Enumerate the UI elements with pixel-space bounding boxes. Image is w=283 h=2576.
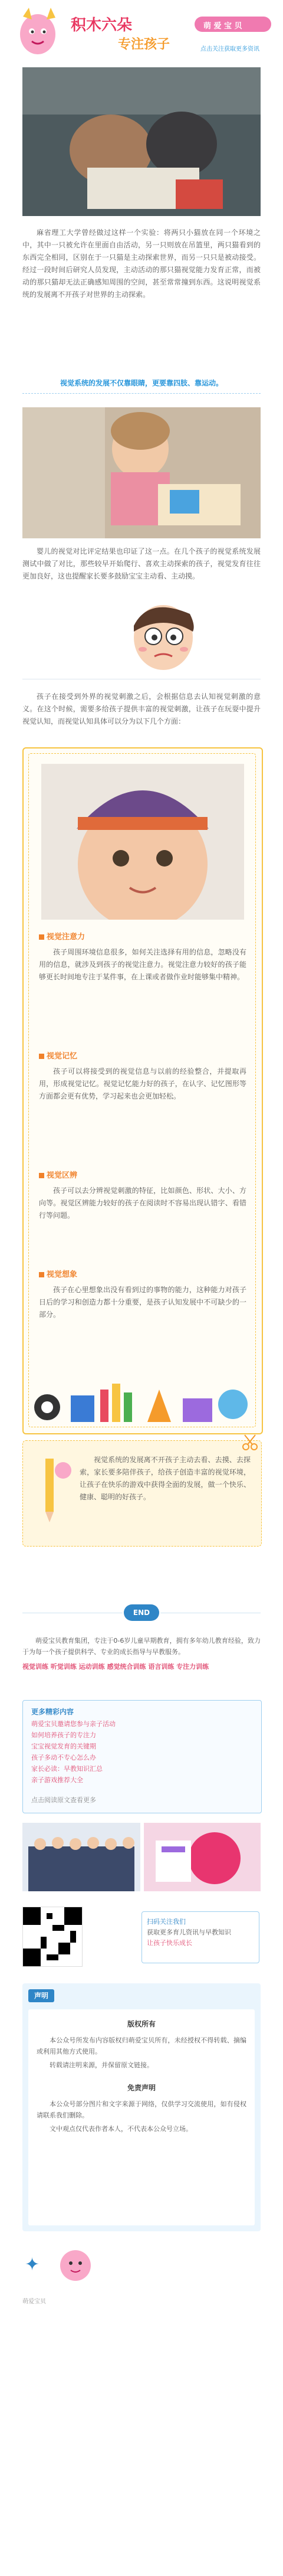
about-highlights: 视觉训练 听觉训练 运动训练 感觉统合训练 语言训练 专注力训练 bbox=[22, 1663, 209, 1671]
section-4-text: 孩子在心里想象出没有看到过的事物的能力，这种能力对孩子日后的学习和创造力都十分重要，是孩子认知发展中不可缺少的一部分。 bbox=[39, 1286, 246, 1319]
header-title-2: 专注孩子 bbox=[118, 37, 170, 52]
read-more-link[interactable]: 点击阅读原文查看更多 bbox=[31, 1796, 96, 1804]
hero-photo bbox=[22, 67, 261, 216]
section-2-title: 视觉记忆 bbox=[39, 1050, 246, 1061]
qr-text-box bbox=[142, 1911, 259, 1963]
about-text: 萌爱宝贝教育集团，专注于0-6岁儿童早期教育，拥有多年幼儿教育经验，致力于为每一个孩子提供科学、专业的成长指导与早教服务。 bbox=[22, 1637, 261, 1656]
center-photo bbox=[144, 1823, 261, 1891]
section-2-text: 孩子可以将接受到的视觉信息与以前的经验整合，并提取再用，形成视觉记忆。视觉记忆能力好的孩子，在认字、记忆图形等方面都会更有优势，学习起来也会更加轻松。 bbox=[39, 1067, 246, 1100]
square-bullet-icon bbox=[39, 1272, 44, 1277]
qr-code-icon bbox=[23, 1907, 82, 1966]
section-4 bbox=[39, 1268, 246, 1321]
baby-reading-photo bbox=[22, 407, 261, 538]
end-badge: END bbox=[124, 1604, 159, 1621]
highlight-line bbox=[22, 378, 261, 394]
article-link[interactable]: 亲子游戏推荐大全 bbox=[31, 1776, 83, 1784]
disclaimer-label: 声明 bbox=[28, 1989, 54, 2002]
section-3 bbox=[39, 1169, 246, 1222]
scissors-icon bbox=[241, 1434, 259, 1452]
square-bullet-icon bbox=[39, 934, 44, 940]
article-link[interactable]: 宝宝视觉发育的关键期 bbox=[31, 1743, 96, 1750]
paragraph-2-text: 婴儿的视觉对比评定结果也印证了这一点。在几个孩子的视觉系统发展测试中做了对比，那些较早开始爬行、喜欢主动探索的孩子，视觉发育往往更加良好，这也提醒家长要多鼓励宝宝主动看、主动摸。 bbox=[22, 547, 261, 580]
article-link[interactable]: 萌爱宝贝邀请您参与亲子活动 bbox=[31, 1720, 116, 1728]
square-bullet-icon bbox=[39, 1173, 44, 1178]
kids-pencil-icon bbox=[34, 1453, 75, 1524]
svg-text:✦: ✦ bbox=[25, 2254, 40, 2275]
qr-line-1: 扫码关注我们 bbox=[147, 1918, 186, 1926]
disclaimer-box bbox=[22, 1983, 261, 2231]
qr-line-3: 让孩子快乐成长 bbox=[147, 1939, 192, 1947]
section-1-text: 孩子周围环境信息很多，如何关注选择有用的信息，忽略没有用的信息，就涉及到孩子的视觉注意力。视觉注意力较好的孩子能够更长时间地专注于某件事，在上课或者做作业时能够集中精神。 bbox=[39, 948, 246, 981]
disclaimer-p1: 本公众号所发布内容版权归萌爱宝贝所有，未经授权不得转载、摘编或利用其他方式使用。 bbox=[37, 2036, 246, 2055]
footer-mascot-icon bbox=[22, 2243, 105, 2284]
paragraph-3-text: 孩子在接受到外界的视觉刺激之后，会根据信息去认知视觉刺激的意义。在这个时候，需要多给孩子提供丰富的视觉刺激，让孩子在玩耍中提升视觉认知，而视觉认知具体可以分为以下几个方面： bbox=[22, 692, 261, 725]
intro-paragraph bbox=[22, 227, 261, 301]
header-logo-text: 萌 爱 宝 贝 bbox=[203, 22, 242, 31]
article-link[interactable]: 孩子多动不专心怎么办 bbox=[31, 1754, 96, 1761]
paragraph-2 bbox=[22, 545, 261, 583]
article-list bbox=[23, 1718, 261, 1786]
disclaimer-p4: 文中观点仅代表作者本人，不代表本公众号立场。 bbox=[50, 2125, 192, 2133]
article-list-box bbox=[22, 1700, 262, 1813]
qr-code bbox=[22, 1907, 83, 1967]
disclaimer-p2: 转载请注明来源，并保留原文链接。 bbox=[50, 2061, 153, 2069]
about-section bbox=[22, 1635, 261, 1672]
disclaimer-inner bbox=[28, 2009, 255, 2225]
square-bullet-icon bbox=[39, 1054, 44, 1059]
baby-hat-photo bbox=[41, 764, 244, 920]
section-2 bbox=[39, 1050, 246, 1103]
qr-line-2: 获取更多育儿资讯与早教知识 bbox=[147, 1928, 231, 1936]
callout-box bbox=[22, 1440, 262, 1547]
article-list-title: 更多精彩内容 bbox=[31, 1708, 74, 1716]
intro-text: 麻省理工大学曾经做过这样一个实验：将两只小猫放在同一个环境之中，其中一只被允许在里面自由活动，另一只则放在吊篮里，两只猫看到的东西完全相同，区别在于一只猫是主动探索世界，而另一只只是被动接受。经过一段时间后研究人员发现，主动活动的那只猫视觉能力发育正常，而被动的那只猫却无法正确感知周围的空间，甚至常常撞到东西。这说明视觉系统的发展离不开孩子对世界的主动探索。 bbox=[22, 228, 261, 299]
article-link[interactable]: 如何培养孩子的专注力 bbox=[31, 1731, 96, 1739]
disclaimer-p3: 本公众号部分图片和文字来源于网络，仅供学习交流使用，如有侵权请联系我们删除。 bbox=[37, 2100, 246, 2119]
article-link[interactable]: 家长必读：早教知识汇总 bbox=[31, 1765, 103, 1773]
section-4-title: 视觉想象 bbox=[39, 1268, 246, 1279]
mascot-icon bbox=[14, 5, 67, 64]
disclaimer-sub-2: 免责声明 bbox=[127, 2084, 156, 2092]
cartoon-boy-icon bbox=[125, 590, 202, 673]
section-1 bbox=[39, 930, 246, 983]
disclaimer-sub-1: 版权所有 bbox=[127, 2020, 156, 2028]
footer-text: 萌爱宝贝 bbox=[22, 2299, 46, 2305]
team-photo bbox=[22, 1823, 140, 1891]
school-supplies-icon bbox=[29, 1372, 256, 1425]
header-banner bbox=[0, 0, 283, 65]
highlight-text: 视觉系统的发展不仅靠眼睛，更要靠四肢、靠运动。 bbox=[60, 379, 223, 387]
section-3-title: 视觉区辨 bbox=[39, 1169, 246, 1180]
section-3-text: 孩子可以去分辨视觉刺激的特征，比如颜色、形状、大小、方向等。视觉区辨能力较好的孩子在阅读时不容易出现认错字、看错行等问题。 bbox=[39, 1186, 246, 1220]
header-subtitle: 点击关注获取更多资讯 bbox=[200, 46, 259, 53]
section-1-title: 视觉注意力 bbox=[39, 930, 246, 942]
paragraph-3 bbox=[22, 691, 261, 728]
visual-cognition-frame bbox=[22, 747, 263, 1434]
header-title-1: 积木六朵 bbox=[71, 17, 133, 34]
callout-text: 视觉系统的发展离不开孩子主动去看、去摸、去探索，家长要多陪伴孩子，给孩子创造丰富的视觉环境，让孩子在快乐的游戏中获得全面的发展，做一个快乐、健康、聪明的好孩子。 bbox=[80, 1456, 251, 1501]
callout-deco bbox=[34, 1453, 75, 1524]
